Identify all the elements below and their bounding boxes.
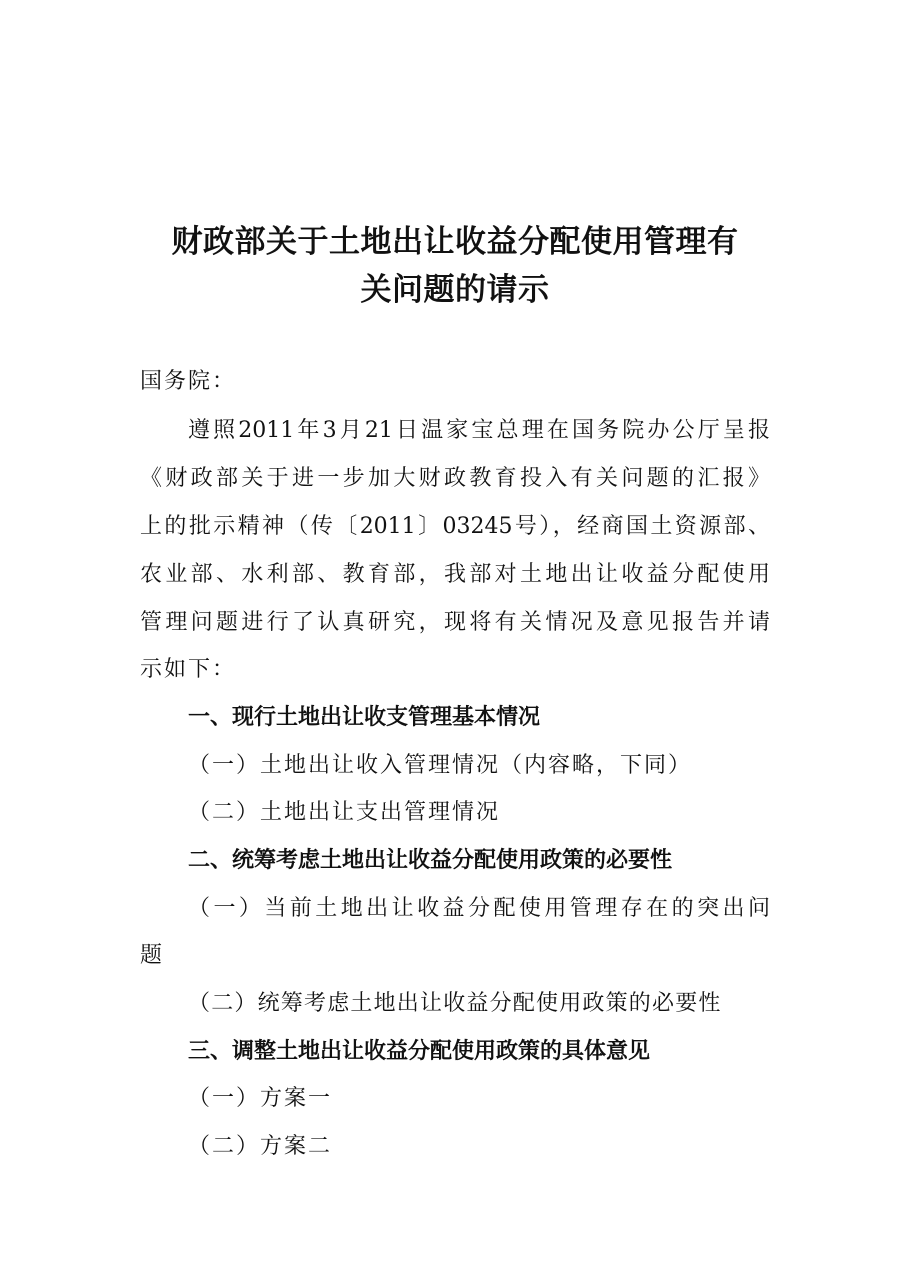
section-2-item-continuation: 题 bbox=[140, 943, 165, 968]
document-title-line-2: 关问题的请示 bbox=[360, 272, 550, 308]
intro-paragraph-line: 《财政部关于进一步加大财政教育投入有关问题的汇报》 bbox=[140, 466, 770, 491]
intro-paragraph-line: 示如下： bbox=[140, 657, 237, 682]
section-2-item: （一）当前土地出让收益分配使用管理存在的突出问 bbox=[188, 896, 770, 921]
salutation: 国务院： bbox=[140, 369, 237, 394]
intro-paragraph-line: 上的批示精神（传〔2011〕03245号），经商国土资源部、 bbox=[140, 514, 770, 539]
section-2-heading: 二、统筹考虑土地出让收益分配使用政策的必要性 bbox=[188, 848, 673, 873]
section-1-heading: 一、现行土地出让收支管理基本情况 bbox=[188, 705, 541, 730]
section-3-item: （一）方案一 bbox=[188, 1086, 333, 1111]
section-2-item: （二）统筹考虑土地出让收益分配使用政策的必要性 bbox=[188, 991, 722, 1016]
intro-paragraph-line: 遵照2011年3月21日温家宝总理在国务院办公厅呈报 bbox=[188, 418, 770, 443]
document-title-line-1: 财政部关于土地出让收益分配使用管理有 bbox=[171, 224, 739, 260]
intro-paragraph-line: 管理问题进行了认真研究，现将有关情况及意见报告并请 bbox=[140, 610, 770, 635]
section-1-item: （一）土地出让收入管理情况（内容略，下同） bbox=[188, 753, 693, 778]
section-3-heading: 三、调整土地出让收益分配使用政策的具体意见 bbox=[188, 1039, 651, 1064]
section-1-item: （二）土地出让支出管理情况 bbox=[188, 800, 501, 825]
intro-paragraph-line: 农业部、水利部、教育部，我部对土地出让收益分配使用 bbox=[140, 562, 770, 587]
section-3-item: （二）方案二 bbox=[188, 1134, 333, 1159]
